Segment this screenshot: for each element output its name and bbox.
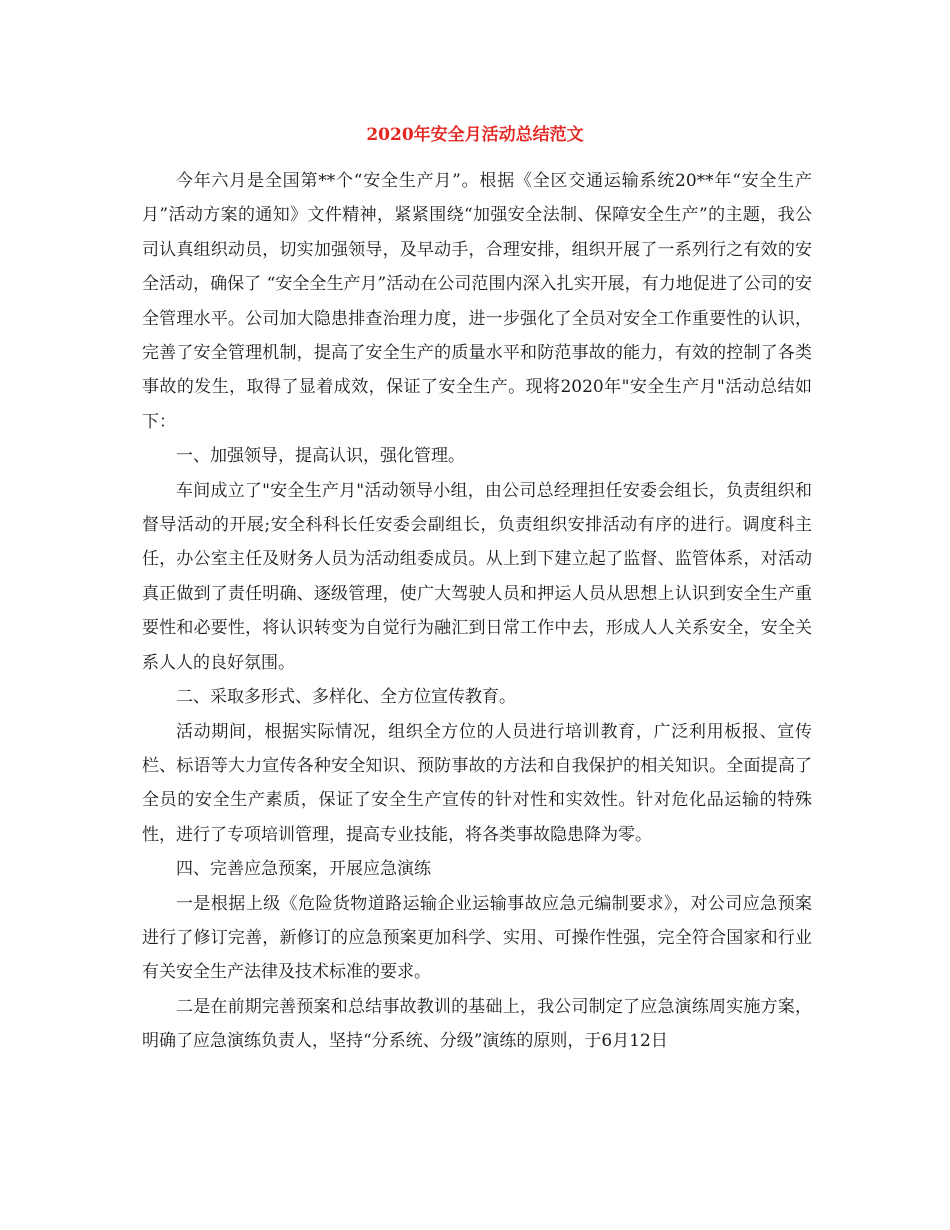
paragraph-intro: 今年六月是全国第**个“安全生产月”。根据《全区交通运输系统20**年“安全生产月”活动方案的通知》文件精神，紧紧围绕“加强安全法制、保障安全生产”的主题，我公司认真组织动员，切实加强领导，及早动手，合理安排，组织开展了一系列行之有效的安全活动，确保了 “安全全生产月”活动在公司范围内深入扎实开展，有力地促进了公司的安全管理水平。公司加大隐患排查治理力度，进一步强化了全员对安全工作重要性的认识，完善了安全管理机制，提高了安全生产的质量水平和防范事故的能力，有效的控制了各类事故的发生，取得了显着成效，保证了安全生产。现将2020年"安全生产月"活动总结如下： xyxy=(142,171,812,432)
paragraph-education: 活动期间，根据实际情况，组织全方位的人员进行培训教育，广泛利用板报、宣传栏、标语等大力宣传各种安全知识、预防事故的方法和自我保护的相关知识。全面提高了全员的安全生产素质，保证了安全生产宣传的针对性和实效性。针对危化品运输的特殊性，进行了专项培训管理，提高专业技能，将各类事故隐患降为零。 xyxy=(142,721,812,845)
document-body xyxy=(142,164,812,1059)
document-title: 2020年安全月活动总结范文 xyxy=(366,125,584,145)
section-heading-1: 一、加强领导，提高认识，强化管理。 xyxy=(176,446,465,467)
section-heading-2: 二、采取多形式、多样化、全方位宣传教育。 xyxy=(176,687,516,708)
paragraph-leadership: 车间成立了"安全生产月"活动领导小组，由公司总经理担任安委会组长，负责组织和督导活动的开展;安全科科长任安委会副组长，负责组织安排活动有序的进行。调度科主任，办公室主任及财务人员为活动组委成员。从上到下建立起了监督、监管体系，对活动真正做到了责任明确、逐级管理，使广大驾驶人员和押运人员从思想上认识到安全生产重要性和必要性，将认识转变为自觉行为融汇到日常工作中去，形成人人关系安全，安全关系人人的良好氛围。 xyxy=(142,480,812,673)
paragraph-emergency-drill: 二是在前期完善预案和总结事故教训的基础上，我公司制定了应急演练周实施方案，明确了应急演练负责人，坚持“分系统、分级”演练的原则，于6月12日 xyxy=(142,996,812,1052)
section-heading-4: 四、完善应急预案，开展应急演练 xyxy=(176,859,431,880)
paragraph-emergency-plan: 一是根据上级《危险货物道路运输企业运输事故应急元编制要求》，对公司应急预案进行了修订完善，新修订的应急预案更加科学、实用、可操作性强，完全符合国家和行业有关安全生产法律及技术标准的要求。 xyxy=(142,893,812,983)
